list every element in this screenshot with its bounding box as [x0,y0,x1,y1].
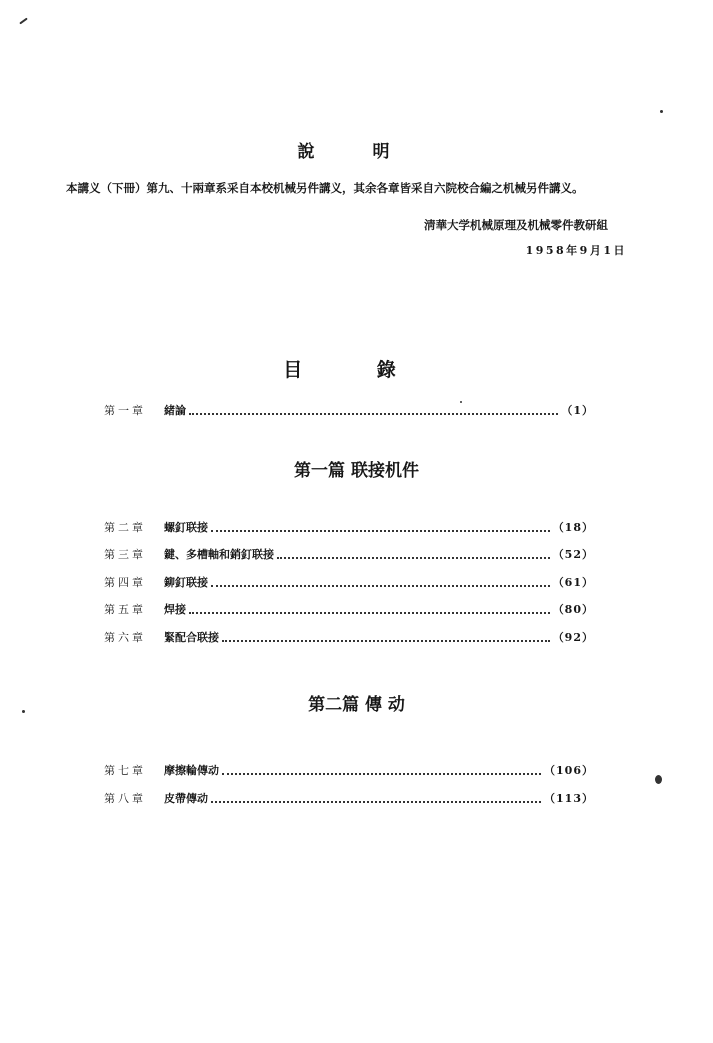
note-body: 本講义（下冊）第九、十兩章系采自本校机械另件講义，其余各章皆采自六院校合編之机械另件講义。 [66,181,584,195]
part-2-title: 第二篇 傳 动 [308,695,405,715]
toc-dot-leader [211,793,541,803]
toc-title: 目 錄 [283,359,430,381]
toc-entry-chapter-1 [104,402,594,418]
scan-speck [460,401,462,403]
toc-entry-chapter-5 [104,601,594,617]
toc-chapter-title: 焊接 [164,603,186,616]
toc-chapter-number: 第七章 [104,764,146,777]
toc-entry-chapter-7 [104,762,594,778]
toc-page-number: （1） [561,404,594,417]
toc-dot-leader [277,549,550,559]
toc-dot-leader [211,522,550,532]
toc-entry-chapter-4 [104,574,594,590]
toc-chapter-number: 第一章 [104,404,146,417]
toc-page-number: （92） [552,631,594,644]
toc-page-number: （52） [552,548,594,561]
toc-dot-leader [222,632,550,642]
toc-chapter-number: 第三章 [104,548,146,561]
scan-speck [655,775,662,784]
toc-entry-chapter-3 [104,546,594,562]
toc-page-number: （80） [552,603,594,616]
toc-dot-leader [189,405,558,415]
toc-chapter-title: 鉚釘联接 [164,576,208,589]
toc-entry-chapter-8 [104,790,594,806]
toc-dot-leader [222,765,541,775]
scan-speck [22,710,25,713]
toc-chapter-number: 第二章 [104,521,146,534]
toc-chapter-number: 第六章 [104,631,146,644]
note-date: 1958年9月1日 [525,244,627,257]
toc-dot-leader [189,604,550,614]
toc-chapter-title: 摩擦輪傳动 [164,764,219,777]
toc-chapter-title: 緒論 [164,404,186,417]
toc-page-number: （18） [552,521,594,534]
toc-chapter-number: 第五章 [104,603,146,616]
toc-page-number: （106） [544,764,594,777]
part-1-title: 第一篇 联接机件 [294,461,419,481]
note-organization: 淸華大学机械原理及机械零件教研組 [424,218,608,232]
toc-chapter-number: 第四章 [104,576,146,589]
scan-speck [19,18,28,25]
toc-page-number: （113） [544,792,594,805]
toc-chapter-number: 第八章 [104,792,146,805]
note-title: 說 明 [297,142,416,162]
toc-chapter-title: 緊配合联接 [164,631,219,644]
toc-chapter-title: 鍵、多槽軸和銷釘联接 [164,548,274,561]
toc-entry-chapter-6 [104,629,594,645]
toc-chapter-title: 螺釘联接 [164,521,208,534]
toc-page-number: （61） [552,576,594,589]
toc-entry-chapter-2 [104,519,594,535]
scan-speck [660,110,663,113]
toc-dot-leader [211,577,550,587]
toc-chapter-title: 皮帶傳动 [164,792,208,805]
